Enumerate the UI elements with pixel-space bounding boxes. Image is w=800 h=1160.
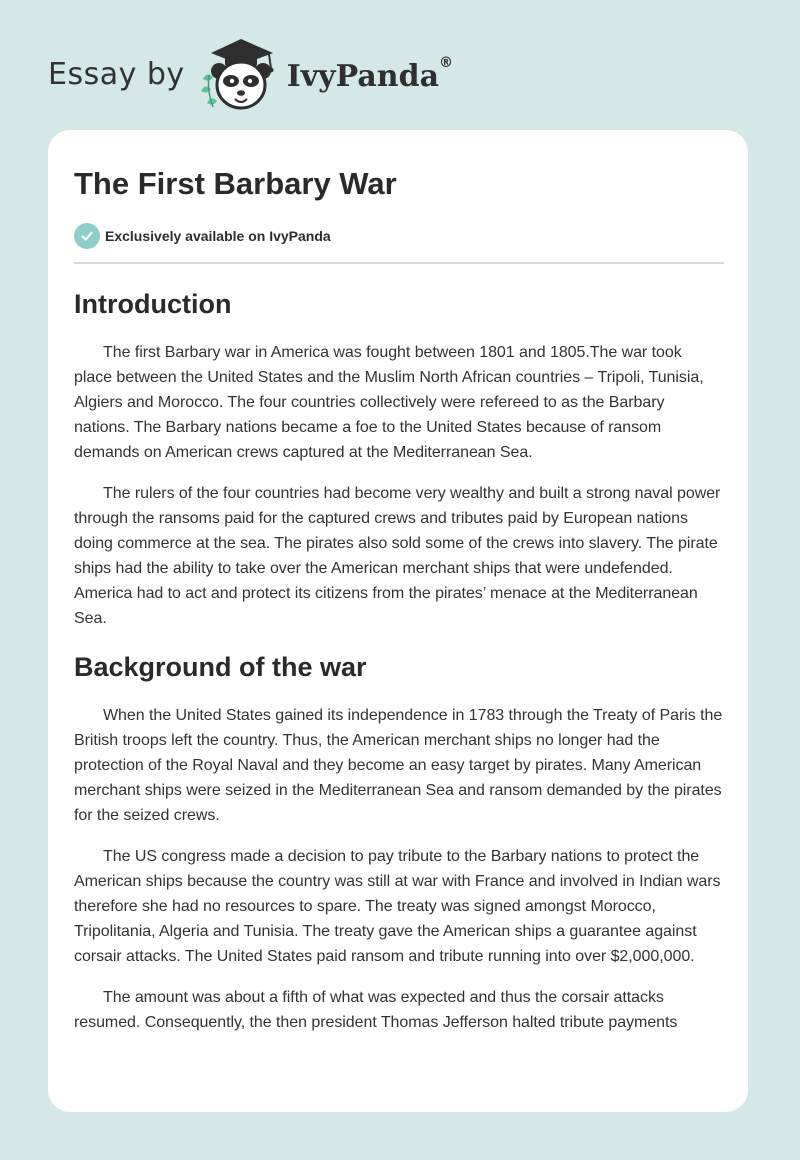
essay-by-label: Essay by — [48, 56, 185, 92]
brand-text: IvyPanda — [286, 58, 440, 94]
title-divider — [74, 262, 724, 264]
section-heading-introduction: Introduction — [74, 289, 232, 319]
site-header — [48, 34, 453, 114]
ivypanda-panda-logo-icon[interactable] — [197, 35, 283, 113]
essay-content — [74, 164, 724, 1035]
check-circle-icon — [74, 223, 100, 249]
essay-card — [48, 130, 748, 1112]
section-heading-background: Background of the war — [74, 652, 367, 682]
paragraph: The first Barbary war in America was fought between 1801 and 1805.The war took place between the United States and the Muslim North African countries – Tripoli, Tunisia, Algiers and Morocco. The four countries collectively were refereed to as the Barbary nations. The Barbary nations became a foe to the United States because of ransom demands on American crews captured at the Mediterranean Sea. — [74, 344, 704, 461]
exclusive-badge — [74, 222, 724, 250]
paragraph: The amount was about a fifth of what was expected and thus the corsair attacks resumed. Consequently, the then president Thomas Jefferson halted tribute payments — [74, 989, 678, 1031]
paragraph: The US congress made a decision to pay tribute to the Barbary nations to protect the American ships because the country was still at war with France and involved in Indian wars therefore she had no resources to spare. The treaty was signed amongst Morocco, Tripolitania, Algeria and Tunisia. The treaty gave the American ships a guarantee against corsair attacks. The United States paid ransom and tribute running into over $2,000,000. — [74, 848, 721, 965]
badge-text: Exclusively available on IvyPanda — [105, 228, 331, 244]
paragraph: When the United States gained its independence in 1783 through the Treaty of Paris the British troops left the country. Thus, the American merchant ships no longer had the protection of the Royal Naval and they become an easy target by pirates. Many American merchant ships were seized in the Mediterranean Sea and ransom demanded by the pirates for the seized crews. — [74, 707, 723, 824]
page-title: The First Barbary War — [74, 166, 397, 201]
brand-name[interactable] — [286, 54, 454, 94]
paragraph: The rulers of the four countries had become very wealthy and built a strong naval power through the ransoms paid for the captured crews and tributes paid by European nations doing commerce at the sea. The pirates also sold some of the crews into slavery. The pirate ships had the ability to take over the American merchant ships that were undefended. America had to act and protect its citizens from the pirates’ menace at the Mediterranean Sea. — [74, 485, 721, 627]
registered-mark: ® — [439, 54, 454, 71]
